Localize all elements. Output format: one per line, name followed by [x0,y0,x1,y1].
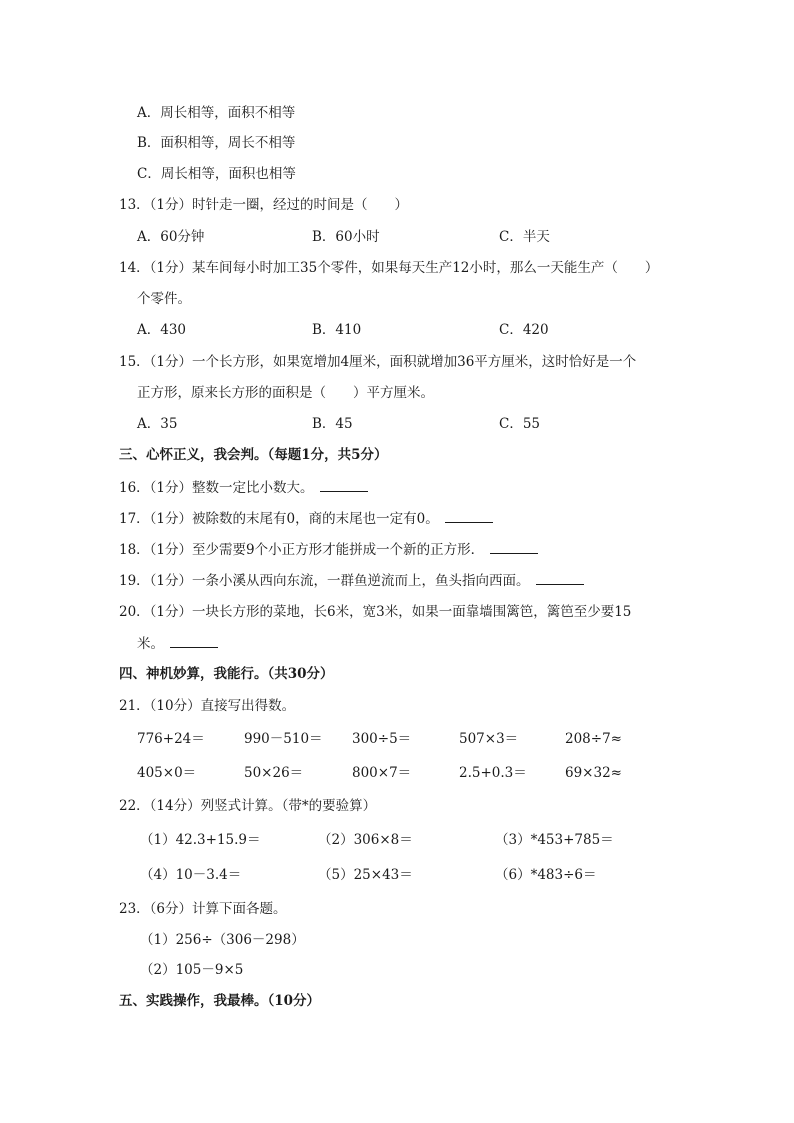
q21-r1-c3: 300÷5＝ [352,731,412,747]
q13-option-a: A．60分钟 [137,229,205,245]
q21-r1-c2: 990－510＝ [244,731,323,747]
section4-title: 四、神机妙算，我能行。（共30分） [119,666,334,682]
q21-r1-c5: 208÷7≈ [565,731,622,747]
q14-option-a: A．430 [137,322,187,338]
q22-r1-c1: （1）42.3+15.9＝ [140,832,261,848]
q21-r2-c3: 800×7＝ [352,765,412,781]
q23-item2: （2）105－9×5 [140,962,244,978]
q12-option-a: A．周长相等，面积不相等 [137,105,296,121]
q20-answer-blank[interactable] [170,633,218,648]
q22-r1-c3: （3）*453+785＝ [495,832,614,848]
q21-r1-c4: 507×3＝ [459,731,519,747]
q15-option-c: C．55 [499,416,541,432]
q20-line1: 20．（1分）一块长方形的菜地，长6米，宽3米，如果一面靠墙围篱笆，篱笆至少要15 [119,604,632,620]
q15-stem-line2: 正方形，原来长方形的面积是（ ）平方厘米。 [137,385,434,401]
q17-answer-blank[interactable] [445,508,493,523]
q22-r2-c1: （4）10－3.4＝ [140,867,242,883]
q13-option-c: C．半天 [499,229,550,245]
q16-row [119,477,368,498]
q14-stem-line2: 个零件。 [137,291,191,307]
q20-row2 [137,633,218,654]
q16-answer-blank[interactable] [320,477,368,492]
q17-text: 17．（1分）被除数的末尾有0，商的末尾也一定有0。 [119,511,439,527]
q16-text: 16．（1分）整数一定比小数大。 [119,480,314,496]
q15-option-b: B．45 [312,416,353,432]
q22-stem: 22．（14分）列竖式计算。（带*的要验算） [119,798,377,814]
q21-r2-c5: 69×32≈ [565,765,622,781]
q14-option-b: B．410 [312,322,362,338]
q15-option-a: A．35 [137,416,178,432]
section5-title: 五、实践操作，我最棒。（10分） [119,993,321,1009]
q21-r1-c1: 776+24＝ [137,731,205,747]
q19-row [119,570,584,591]
q17-row [119,508,493,529]
section3-title: 三、心怀正义，我会判。（每题1分，共5分） [119,447,388,463]
q21-r2-c1: 405×0＝ [137,765,197,781]
q15-stem-line1: 15．（1分）一个长方形，如果宽增加4厘米，面积就增加36平方厘米，这时恰好是一个 [119,354,637,370]
q19-answer-blank[interactable] [536,570,584,585]
q13-stem: 13．（1分）时针走一圈，经过的时间是（ ） [119,197,409,213]
q23-stem: 23．（6分）计算下面各题。 [119,901,287,917]
q14-stem-line1: 14．（1分）某车间每小时加工35个零件，如果每天生产12小时，那么一天能生产（ ） [119,260,659,276]
q18-text: 18．（1分）至少需要9个小正方形才能拼成一个新的正方形． [119,542,485,558]
q18-row [119,539,538,560]
q22-r2-c2: （5）25×43＝ [318,867,413,883]
q19-text: 19．（1分）一条小溪从西向东流，一群鱼逆流而上，鱼头指向西面。 [119,573,530,589]
q18-answer-blank[interactable] [490,539,538,554]
q23-item1: （1）256÷（306－298） [140,932,305,948]
q22-r2-c3: （6）*483÷6＝ [495,867,597,883]
q20-line2: 米。 [137,636,164,652]
q12-option-b: B．面积相等，周长不相等 [137,135,296,151]
q14-option-c: C．420 [499,322,549,338]
q13-option-b: B．60小时 [312,229,380,245]
q21-r2-c2: 50×26＝ [244,765,304,781]
q21-stem: 21．（10分）直接写出得数。 [119,698,296,714]
q21-r2-c4: 2.5+0.3＝ [459,765,527,781]
q22-r1-c2: （2）306×8＝ [318,832,413,848]
q12-option-c: C．周长相等，面积也相等 [137,166,296,182]
